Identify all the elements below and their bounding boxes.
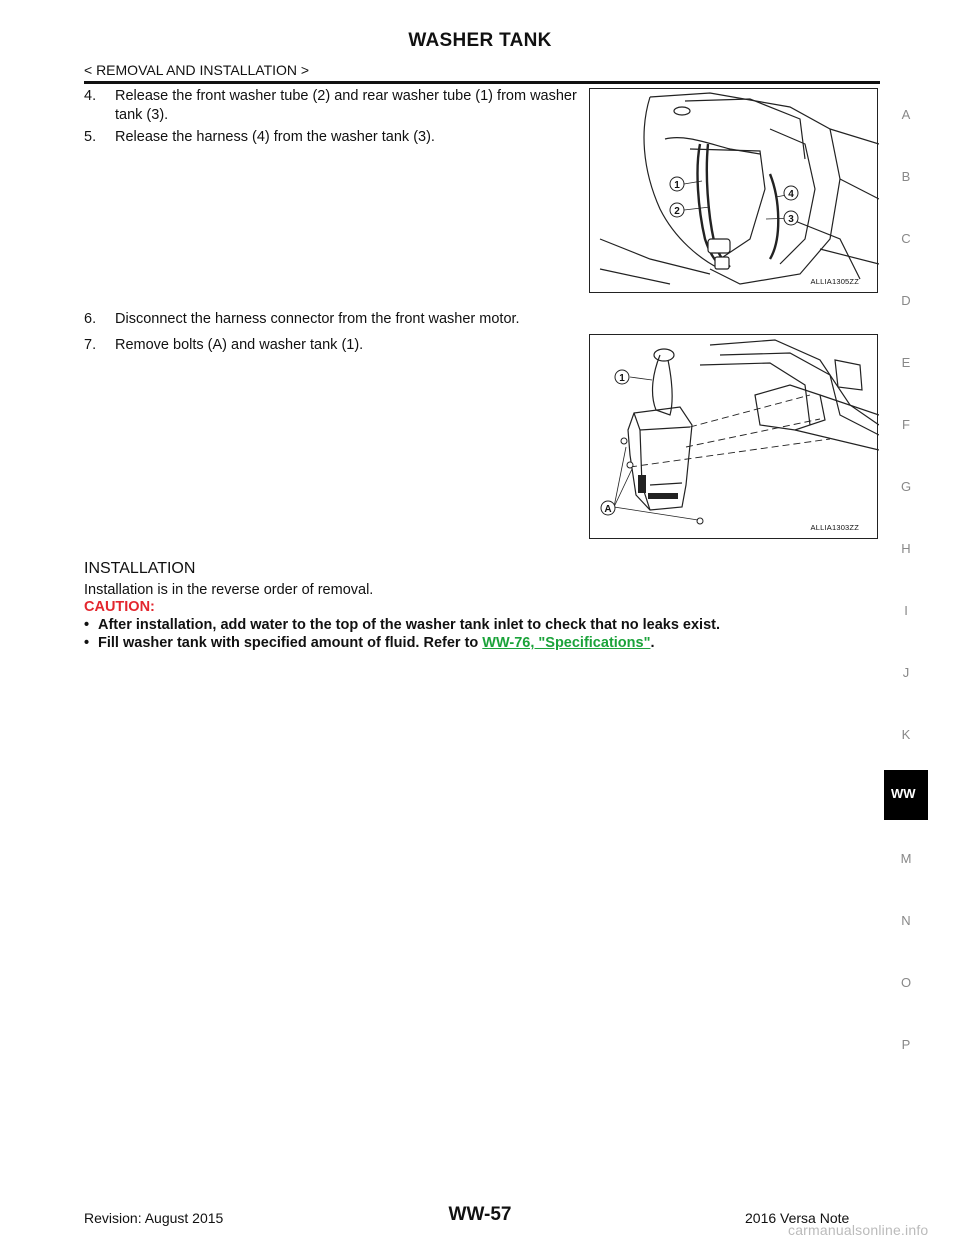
- caution-item: [84, 635, 654, 651]
- step-number: 4.: [84, 88, 97, 104]
- index-tab-label: WW: [891, 786, 916, 801]
- specifications-link[interactable]: WW-76, "Specifications": [482, 635, 651, 651]
- step-text: Release the harness (4) from the washer tank (3).: [115, 129, 435, 145]
- caution-text: After installation, add water to the top of the washer tank inlet to check that no leaks exist.: [98, 617, 721, 633]
- figure-washer-tubes: [589, 88, 878, 293]
- index-letter-K[interactable]: K: [901, 727, 911, 742]
- step-4: [84, 87, 584, 125]
- bullet: •: [84, 635, 90, 651]
- step-number: 6.: [84, 311, 97, 327]
- footer-page-number: WW-57: [448, 1204, 512, 1225]
- step-5: [84, 128, 584, 147]
- watermark: carmanualsonline.info: [788, 1222, 929, 1238]
- callout-3: 3: [788, 214, 794, 225]
- section-breadcrumb: < REMOVAL AND INSTALLATION >: [84, 62, 310, 78]
- index-letter-O[interactable]: O: [900, 975, 912, 990]
- index-letter-J[interactable]: J: [902, 665, 910, 680]
- step-text: Release the front washer tube (2) and rear washer tube (1) from washer tank (3).: [115, 88, 577, 123]
- callout-2: 2: [674, 206, 680, 217]
- index-letter-N[interactable]: N: [901, 913, 911, 928]
- footer-revision: Revision: August 2015: [84, 1210, 224, 1226]
- figure-code: ALLIA1305ZZ: [810, 277, 859, 286]
- step-text: Disconnect the harness connector from the front washer motor.: [115, 311, 520, 327]
- caution-end: .: [650, 635, 655, 651]
- index-letter-P[interactable]: P: [901, 1037, 911, 1052]
- callout-1: 1: [619, 373, 625, 384]
- index-letter-G[interactable]: G: [900, 479, 912, 494]
- header-rule: [84, 81, 880, 84]
- washer-tank-tubes-illustration: [590, 89, 879, 294]
- index-letter-C[interactable]: C: [901, 231, 911, 246]
- step-number: 5.: [84, 129, 97, 145]
- page-title: WASHER TANK: [408, 30, 552, 51]
- step-text: Remove bolts (A) and washer tank (1).: [115, 337, 364, 353]
- index-letter-D[interactable]: D: [901, 293, 911, 308]
- caution-label: CAUTION:: [84, 599, 155, 615]
- index-letter-B[interactable]: B: [901, 169, 911, 184]
- callout-A: A: [604, 504, 612, 515]
- index-tab-active[interactable]: [884, 770, 928, 820]
- figure-code: ALLIA1303ZZ: [810, 523, 859, 532]
- callout-4: 4: [788, 189, 794, 200]
- caution-item: [84, 617, 720, 633]
- step-7: [84, 336, 584, 355]
- index-letter-M[interactable]: M: [900, 851, 912, 866]
- caution-text: Fill washer tank with specified amount of fluid. Refer to: [98, 635, 483, 651]
- footer-model: 2016 Versa Note: [745, 1210, 850, 1226]
- installation-heading: INSTALLATION: [84, 560, 196, 577]
- installation-text: Installation is in the reverse order of removal.: [84, 582, 374, 598]
- step-number: 7.: [84, 337, 97, 353]
- bullet: •: [84, 617, 90, 633]
- index-letter-F[interactable]: F: [902, 417, 910, 432]
- step-6: [84, 310, 584, 329]
- index-letter-E[interactable]: E: [901, 355, 911, 370]
- index-letter-A[interactable]: A: [901, 107, 911, 122]
- callout-1: 1: [674, 180, 680, 191]
- figure-washer-tank-removal: [589, 334, 878, 539]
- index-letter-H[interactable]: H: [901, 541, 911, 556]
- washer-tank-removal-illustration: [590, 335, 879, 540]
- index-letter-I[interactable]: I: [904, 603, 908, 618]
